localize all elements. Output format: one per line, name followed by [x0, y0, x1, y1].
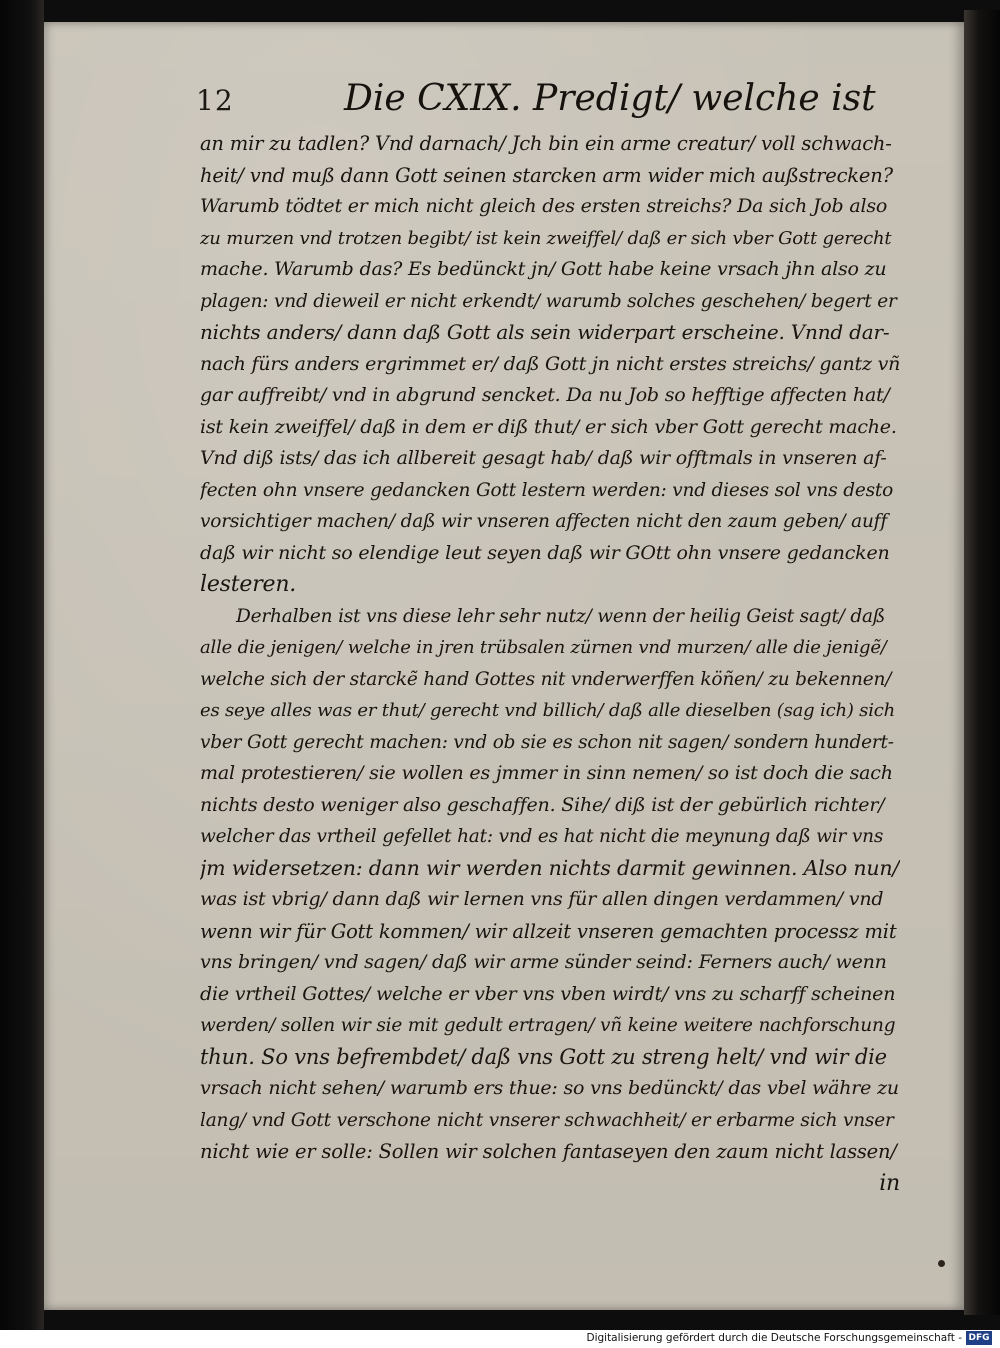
text-line: lesteren. — [200, 572, 297, 597]
running-head: Die CXIX. Predigt/ welche ist — [344, 78, 876, 119]
text-line: ist kein zweiffel/ daß in dem er diß thut/ er sich vber Gott gerecht mache. — [200, 415, 897, 438]
text-line: lang/ vnd Gott verschone nicht vnserer schwachheit/ er erbarme sich vnser — [200, 1109, 894, 1131]
text-line: Warumb tödtet er mich nicht gleich des ersten streichs? Da sich Job also — [200, 195, 888, 217]
text-line: Derhalben ist vns diese lehr sehr nutz/ wenn der heilig Geist sagt/ daß — [236, 605, 886, 627]
text-line: werden/ sollen wir sie mit gedult ertragen/ vñ keine weitere nachforschung — [200, 1015, 896, 1036]
text-line: welcher das vrtheil gefellet hat: vnd es hat nicht die meynung daß wir vns — [200, 826, 884, 847]
scan-edge-left — [0, 0, 44, 1330]
text-line: alle die jenigen/ welche in jren trübsalen zürnen vnd murzen/ alle die jenigẽ/ — [200, 637, 887, 658]
text-line: nach fürs anders ergrimmet er/ daß Gott jn nicht erstes streichs/ gantz vñ — [200, 352, 900, 375]
footer-credit: Digitalisierung gefördert durch die Deutsche Forschungsgemeinschaft - — [586, 1332, 962, 1344]
ink-spot — [938, 1260, 945, 1267]
binding-shadow — [964, 10, 1000, 1315]
text-line: es seye alles was er thut/ gerecht vnd billich/ daß alle dieselben (sag ich) sich — [200, 700, 896, 721]
text-line: nicht wie er solle: Sollen wir solchen fantaseyen den zaum nicht lassen/ — [200, 1140, 897, 1163]
text-line: zu murzen vnd trotzen begibt/ ist kein zweiffel/ daß er sich vber Gott gerecht — [200, 227, 892, 249]
text-line: fecten ohn vnsere gedancken Gott lestern werden: vnd dieses sol vns desto — [200, 479, 894, 501]
text-line: thun. So vns befrembdet/ daß vns Gott zu streng helt/ vnd wir die — [200, 1044, 887, 1069]
catchword: in — [879, 1170, 900, 1196]
text-line: die vrtheil Gottes/ welche er vber vns vben wirdt/ vns zu scharff scheinen — [200, 982, 896, 1005]
text-line: was ist vbrig/ dann daß wir lernen vns für allen dingen verdammen/ vnd — [200, 888, 884, 910]
text-line: mal protestieren/ sie wollen es jmmer in sinn nemen/ so ist doch die sach — [200, 762, 893, 784]
text-line: welche sich der starckẽ hand Gottes nit vnderwerffen köñen/ zu bekennen/ — [200, 668, 892, 690]
text-line: plagen: vnd dieweil er nicht erkendt/ warumb solches geschehen/ begert er — [200, 290, 897, 312]
text-line: daß wir nicht so elendige leut seyen daß wir GOtt ohn vnsere gedancken — [200, 541, 890, 564]
text-line: nichts anders/ dann daß Gott als sein widerpart erscheine. Vnnd dar- — [200, 320, 890, 344]
text-line: mache. Warumb das? Es bedünckt jn/ Gott habe keine vrsach jhn also zu — [200, 258, 887, 280]
text-line: heit/ vnd muß dann Gott seinen starcken arm wider mich außstrecken? — [200, 163, 893, 187]
text-line: vns bringen/ vnd sagen/ daß wir arme sünder seind: Ferners auch/ wenn — [200, 951, 887, 973]
page-number: 12 — [196, 84, 234, 117]
dfg-logo: DFG — [966, 1331, 992, 1345]
text-line: vber Gott gerecht machen: vnd ob sie es schon nit sagen/ sondern hundert- — [200, 731, 894, 753]
text-line: jm widersetzen: dann wir werden nichts darmit gewinnen. Also nun/ — [200, 855, 900, 880]
text-line: vrsach nicht sehen/ warumb ers thue: so vns bedünckt/ das vbel währe zu — [200, 1077, 899, 1099]
text-line: vorsichtiger machen/ daß wir vnseren affecten nicht den zaum geben/ auff — [200, 511, 887, 532]
text-line: wenn wir für Gott kommen/ wir allzeit vnseren gemachten processz mit — [200, 919, 897, 943]
body-text — [200, 128, 900, 1199]
text-line: nichts desto weniger also geschaffen. Sihe/ diß ist der gebürlich richter/ — [200, 793, 885, 816]
text-line: gar auffreibt/ vnd in abgrund sencket. Da nu Job so hefftige affecten hat/ — [200, 384, 890, 406]
text-line: Vnd diß ists/ das ich allbereit gesagt hab/ daß wir offtmals in vnseren af- — [200, 447, 887, 469]
text-line: an mir zu tadlen? Vnd darnach/ Jch bin ein arme creatur/ voll schwach- — [200, 132, 892, 155]
